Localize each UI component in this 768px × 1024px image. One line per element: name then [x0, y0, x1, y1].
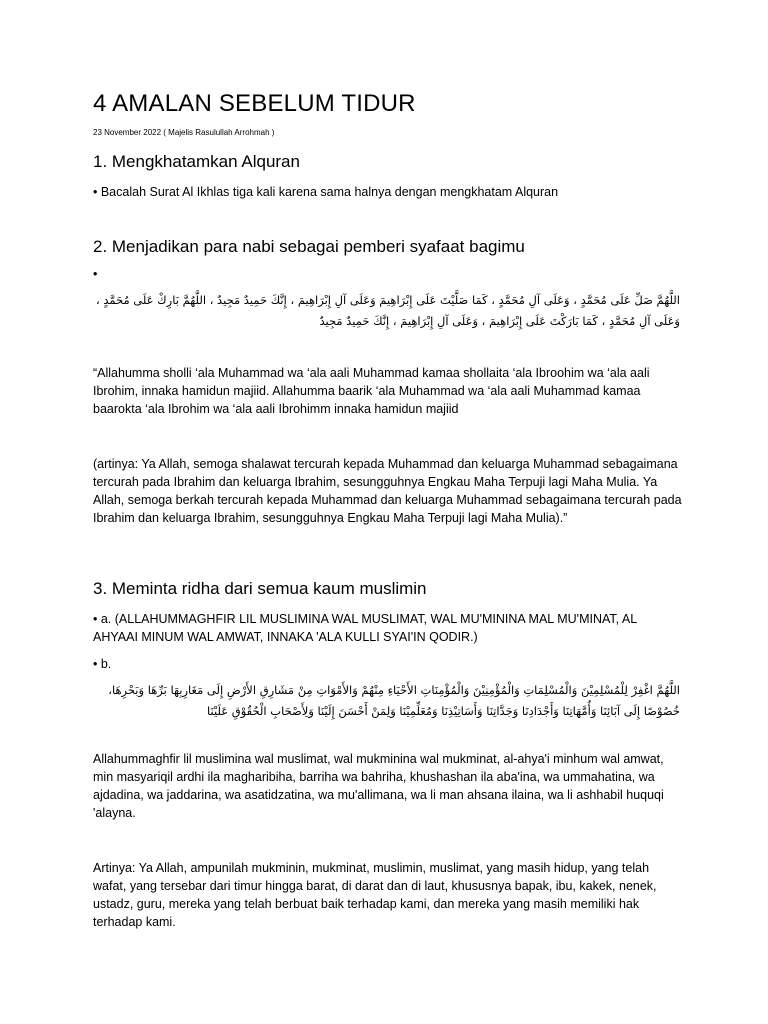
section-2-heading: 2. Menjadikan para nabi sebagai pemberi syafaat bagimu — [93, 237, 525, 256]
section-3-arabic-line-1: اللَّهُمَّ اغْفِرْ لِلْمُسْلِمِيْنَ وَالْمُسْلِمَاتِ وَالْمُؤْمِنِيْنَ وَالْمُؤْمِنَاتِ الأَحْيَاءِ مِنْهُمْ وَالأَمْوَاتِ مِنْ مَشَارِقِ الأَرْضِ إِلَى مَغَارِبِهَا بَرِّهَا وَبَحْرِهَا، — [108, 683, 680, 697]
date-line: 23 November 2022 ( Majelis Rasulullah Arrohmah ) — [93, 128, 275, 137]
section-2-bullet: • — [93, 267, 98, 281]
section-3-item-a: • a. (ALLAHUMMAGHFIR LIL MUSLIMINA WAL MUSLIMAT, WAL MU'MININA MAL MU'MINAT, AL AHYAAI MINUM WAL AMWAT, INNAKA 'ALA KULLI SYAI'IN QODIR.) — [93, 612, 637, 644]
section-1-text: • Bacalah Surat Al Ikhlas tiga kali karena sama halnya dengan mengkhatam Alquran — [93, 185, 559, 199]
section-3-translation: Artinya: Ya Allah, ampunilah mukminin, mukminat, muslimin, muslimat, yang masih hidup, yang telah wafat, yang tersebar dari timur hingga barat, di darat dan di laut, khususnya bapak, ibu, kakek, nenek, ustadz, guru, mereka yang telah berbuat baik terhadap kami, dan mereka yang masih memiliki hak terhadap kami. — [93, 861, 657, 929]
page-title: 4 AMALAN SEBELUM TIDUR — [93, 90, 416, 117]
section-2-translation: (artinya: Ya Allah, semoga shalawat tercurah kepada Muhammad dan keluarga Muhammad sebagaimana tercurah pada Ibrahim dan keluarga Ibrahim, sesungguhnya Engkau Maha Terpuji lagi Maha Mulia. Ya Allah, semoga berkah tercurah kepada Muhammad dan keluarga Muhammad sebagaimana tercurah pada Ibrahim dan keluarga Ibrahim, sesungguhnya Engkau Maha Terpuji lagi Maha Mulia).” — [93, 457, 682, 525]
section-1-heading: 1. Mengkhatamkan Alquran — [93, 152, 300, 171]
section-2-arabic-line-2: وَعَلَى آلِ مُحَمَّدٍ ، كَمَا بَارَكْتَ عَلَى إِبْرَاهِيمَ ، وَعَلَى آلِ إِبْرَاهِيمَ ، إِنَّكَ حَمِيدٌ مَجِيدٌ — [319, 314, 680, 328]
section-3-transliteration: Allahummaghfir lil muslimina wal muslimat, wal mukminina wal mukminat, al-ahya'i minhum wal amwat, min masyariqil ardhi ila magharibiha, barriha wa bahriha, khushashan ila aba'ina, wa ummahatina, wa ajdadina, wa jaddarina, wa asatidzatina, wa mu'allimana, wa li man ahsana ilaina, wa li ashhabil huquqi 'alayna. — [93, 752, 664, 820]
section-3-item-b: • b. — [93, 657, 112, 671]
section-3-heading: 3. Meminta ridha dari semua kaum muslimin — [93, 579, 427, 598]
section-2-arabic-line-1: اللَّهُمَّ صَلِّ عَلَى مُحَمَّدٍ ، وَعَلَى آلِ مُحَمَّدٍ ، كَمَا صَلَّيْتَ عَلَى إِبْرَاهِيمَ وَعَلَى آلِ إِبْرَاهِيمَ ، إِنَّكَ حَمِيدٌ مَجِيدٌ ، اللَّهُمَّ بَارِكْ عَلَى مُحَمَّدٍ ، — [95, 293, 680, 307]
section-3-arabic-line-2: خُصُوْصًا إِلَى آبَائِنَا وَأُمَّهَاتِنَا وَأَجْدَادِنَا وَجَدَّاتِنَا وَأَسَاتِيْذِنَا وَمُعَلِّمِيْنَا وَلِمَنْ أَحْسَنَ إِلَيْنَا وَلِأَصْحَابِ الْحُقُوْقِ عَلَيْنَا — [207, 704, 680, 718]
section-2-transliteration: “Allahumma sholli ‘ala Muhammad wa ‘ala aali Muhammad kamaa shollaita ‘ala Ibroohim wa ‘ala aali Ibrohim, innaka hamidun majiid. Allahumma baarik ‘ala Muhammad wa ‘ala aali Muhammad kamaa baarokta ‘ala Ibrohim wa ‘ala aali Ibrohimm innaka hamidun majiid — [93, 366, 650, 416]
